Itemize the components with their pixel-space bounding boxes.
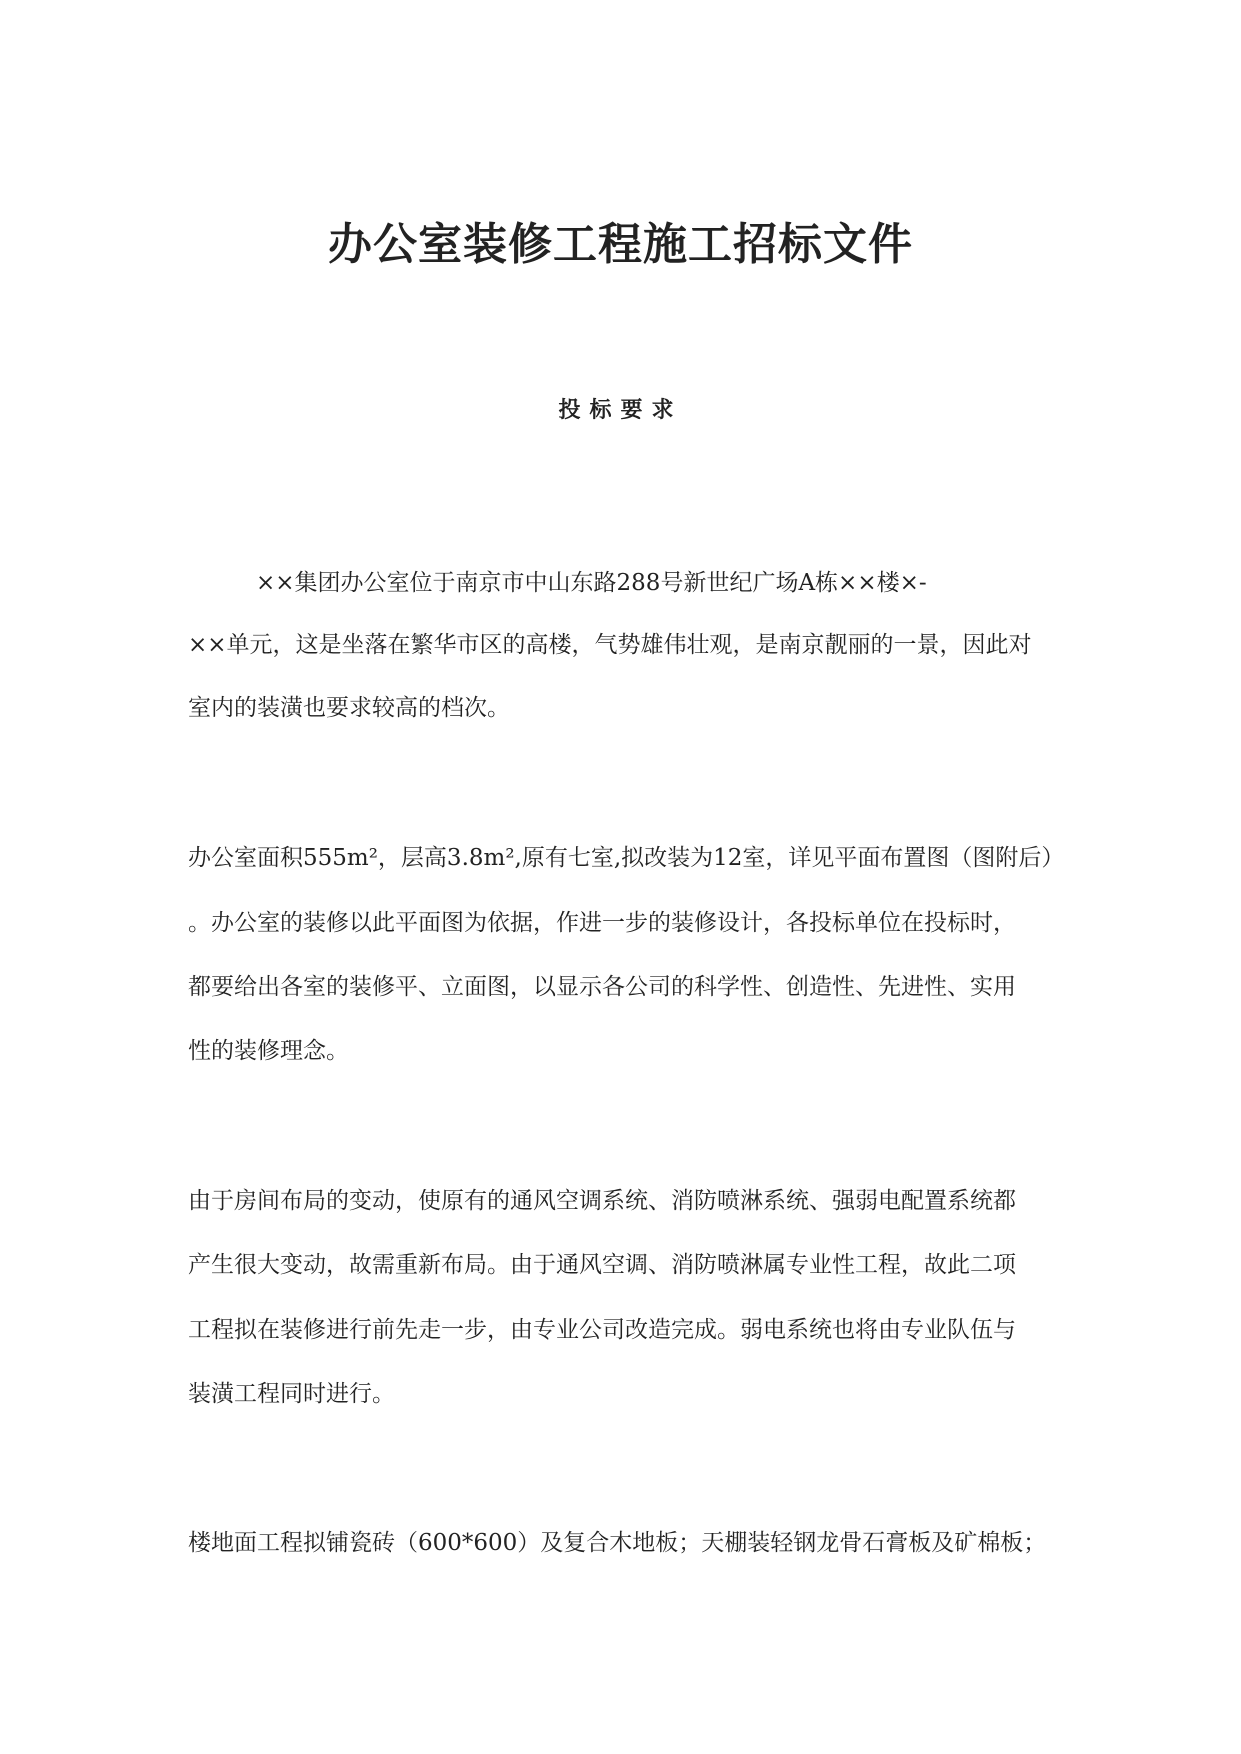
document-title: 办公室装修工程施工招标文件 (328, 219, 913, 270)
paragraph-3-line-3: 工程拟在装修进行前先走一步，由专业公司改造完成。弱电系统也将由专业队伍与 (188, 1317, 1016, 1343)
paragraph-1-line-3: 室内的装潢也要求较高的档次。 (188, 695, 510, 721)
paragraph-3-line-4: 装潢工程同时进行。 (188, 1381, 395, 1407)
paragraph-3-line-1: 由于房间布局的变动，使原有的通风空调系统、消防喷淋系统、强弱电配置系统都 (188, 1188, 1016, 1214)
paragraph-1-line-1: ××集团办公室位于南京市中山东路288号新世纪广场A栋××楼×- (256, 570, 927, 596)
paragraph-2-line-4: 性的装修理念。 (188, 1038, 349, 1064)
paragraph-1-line-2: ××单元，这是坐落在繁华市区的高楼，气势雄伟壮观，是南京靓丽的一景，因此对 (188, 632, 1032, 658)
paragraph-3-line-2: 产生很大变动，故需重新布局。由于通风空调、消防喷淋属专业性工程，故此二项 (188, 1252, 1016, 1278)
paragraph-2-line-2: 。办公室的装修以此平面图为依据，作进一步的装修设计，各投标单位在投标时， (188, 910, 1016, 936)
paragraph-2-line-1: 办公室面积555m²，层高3.8m²,原有七室,拟改装为12室，详见平面布置图（图附后） (188, 845, 1065, 871)
paragraph-4-line-1: 楼地面工程拟铺瓷砖（600*600）及复合木地板；天棚装轻钢龙骨石膏板及矿棉板； (188, 1530, 1047, 1556)
paragraph-2-line-3: 都要给出各室的装修平、立面图，以显示各公司的科学性、创造性、先进性、实用 (188, 974, 1016, 1000)
section-heading: 投标要求 (558, 398, 683, 423)
